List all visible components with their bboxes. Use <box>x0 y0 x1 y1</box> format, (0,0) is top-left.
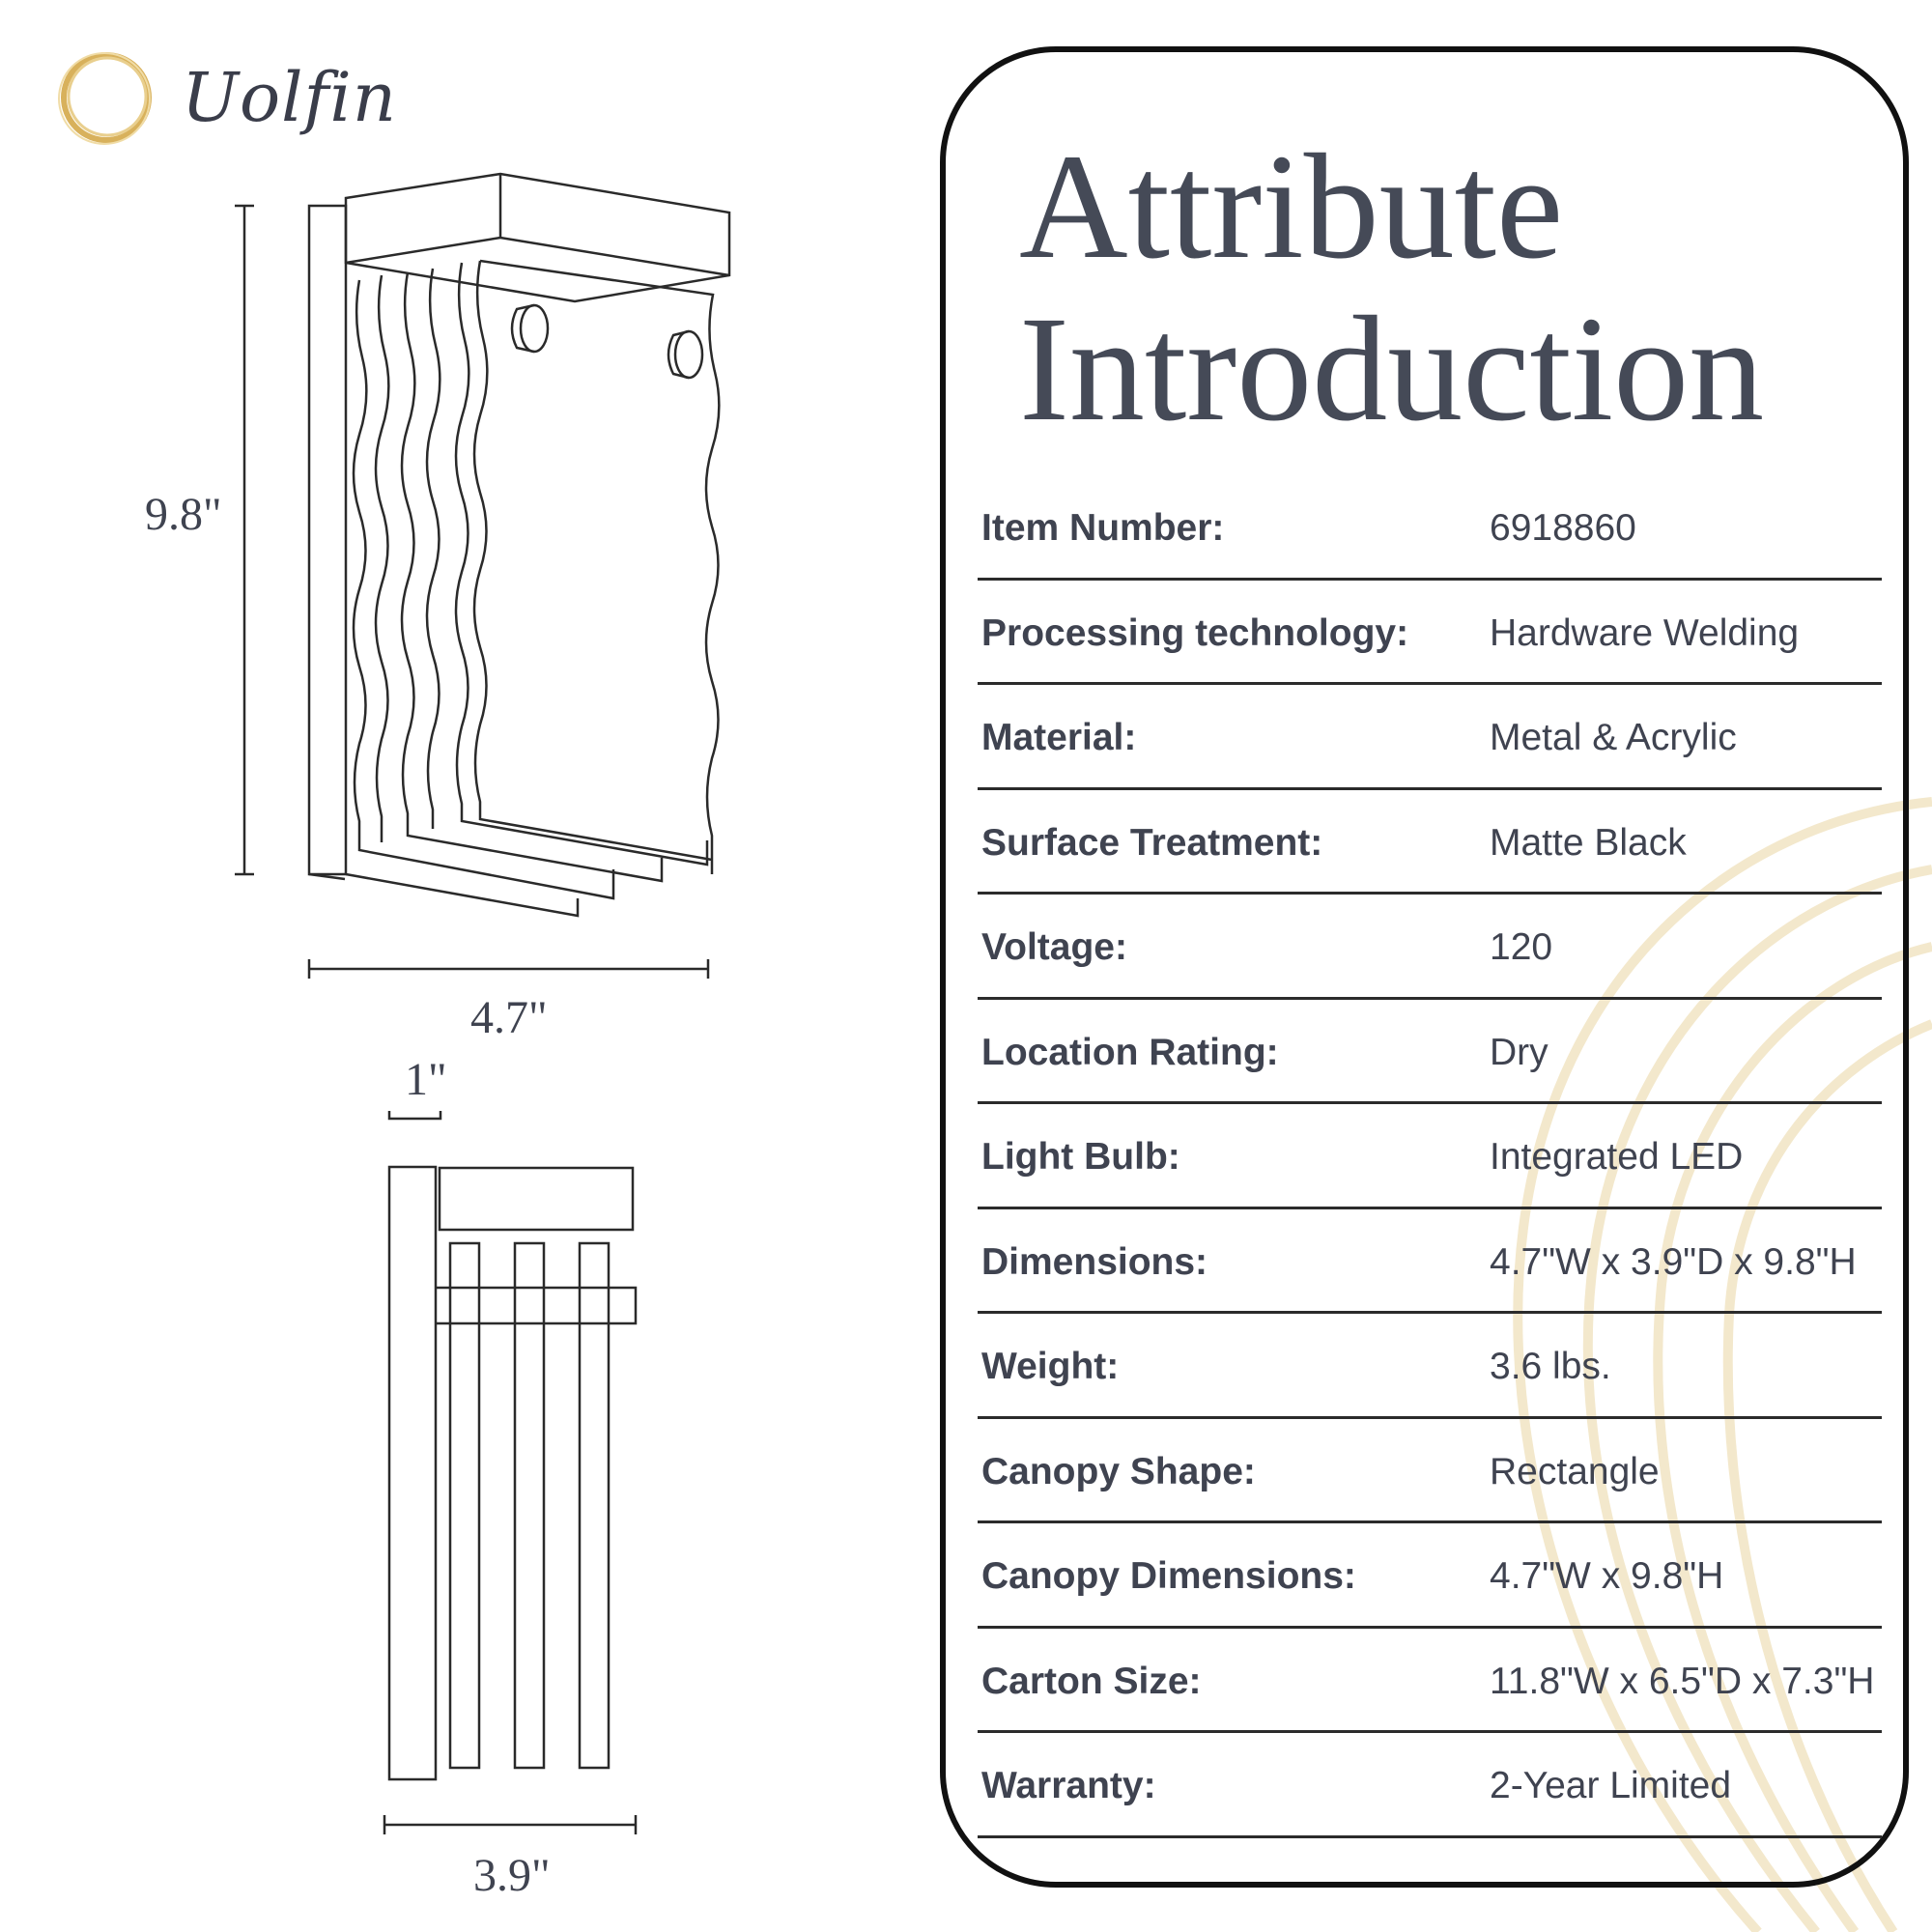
product-line-drawings <box>0 0 927 1932</box>
card-title <box>1019 123 1765 452</box>
attribute-label: Light Bulb: <box>981 1136 1180 1178</box>
attribute-value: 4.7"W x 9.8"H <box>1490 1555 1724 1597</box>
attribute-label: Warranty: <box>981 1765 1156 1806</box>
attribute-row <box>978 1419 1882 1524</box>
attribute-label: Location Rating: <box>981 1031 1279 1073</box>
attribute-value: Integrated LED <box>1490 1136 1744 1178</box>
attribute-row <box>978 475 1882 581</box>
attribute-table <box>978 475 1882 1838</box>
attribute-label: Canopy Shape: <box>981 1450 1256 1492</box>
attribute-value: Rectangle <box>1490 1450 1660 1492</box>
attribute-label: Voltage: <box>981 926 1127 968</box>
attribute-row <box>978 1523 1882 1629</box>
attribute-value: 120 <box>1490 926 1553 968</box>
depth-dimension-label: 3.9" <box>473 1850 551 1901</box>
attribute-value: 6918860 <box>1490 507 1636 549</box>
side-view-drawing <box>384 1111 636 1834</box>
card-title-line2: Introduction <box>1019 285 1765 452</box>
attribute-value: Hardware Welding <box>1490 611 1800 654</box>
attribute-value: 11.8"W x 6.5"D x 7.3"H <box>1490 1660 1875 1702</box>
attribute-label: Surface Treatment: <box>981 821 1323 864</box>
attribute-value: Matte Black <box>1490 821 1687 864</box>
attribute-row <box>978 1209 1882 1315</box>
attribute-row <box>978 1629 1882 1734</box>
attribute-label: Material: <box>981 717 1137 758</box>
height-dimension-label: 9.8" <box>145 489 222 540</box>
attribute-row <box>978 1733 1882 1838</box>
attribute-value: Dry <box>1490 1031 1548 1073</box>
attribute-row <box>978 1104 1882 1209</box>
attribute-label: Weight: <box>981 1346 1120 1387</box>
front-view-drawing <box>235 174 729 979</box>
attribute-label: Processing technology: <box>981 611 1409 654</box>
attribute-row <box>978 685 1882 790</box>
attribute-label: Item Number: <box>981 507 1225 549</box>
attribute-row <box>978 581 1882 686</box>
attribute-label: Carton Size: <box>981 1660 1202 1702</box>
attribute-row <box>978 790 1882 895</box>
backplate-depth-label: 1" <box>405 1054 447 1105</box>
attribute-row <box>978 895 1882 1000</box>
attribute-row <box>978 1000 1882 1105</box>
card-title-line1: Attribute <box>1019 123 1564 290</box>
attribute-label: Canopy Dimensions: <box>981 1555 1356 1597</box>
width-dimension-label: 4.7" <box>470 992 548 1043</box>
brand-name: Uolfin <box>182 58 397 137</box>
attribute-value: 4.7"W x 3.9"D x 9.8"H <box>1490 1240 1857 1283</box>
attribute-row <box>978 1314 1882 1419</box>
attribute-label: Dimensions: <box>981 1240 1208 1283</box>
attribute-value: 3.6 lbs. <box>1490 1346 1611 1387</box>
attribute-value: 2-Year Limited <box>1490 1765 1732 1806</box>
attribute-value: Metal & Acrylic <box>1490 717 1737 758</box>
